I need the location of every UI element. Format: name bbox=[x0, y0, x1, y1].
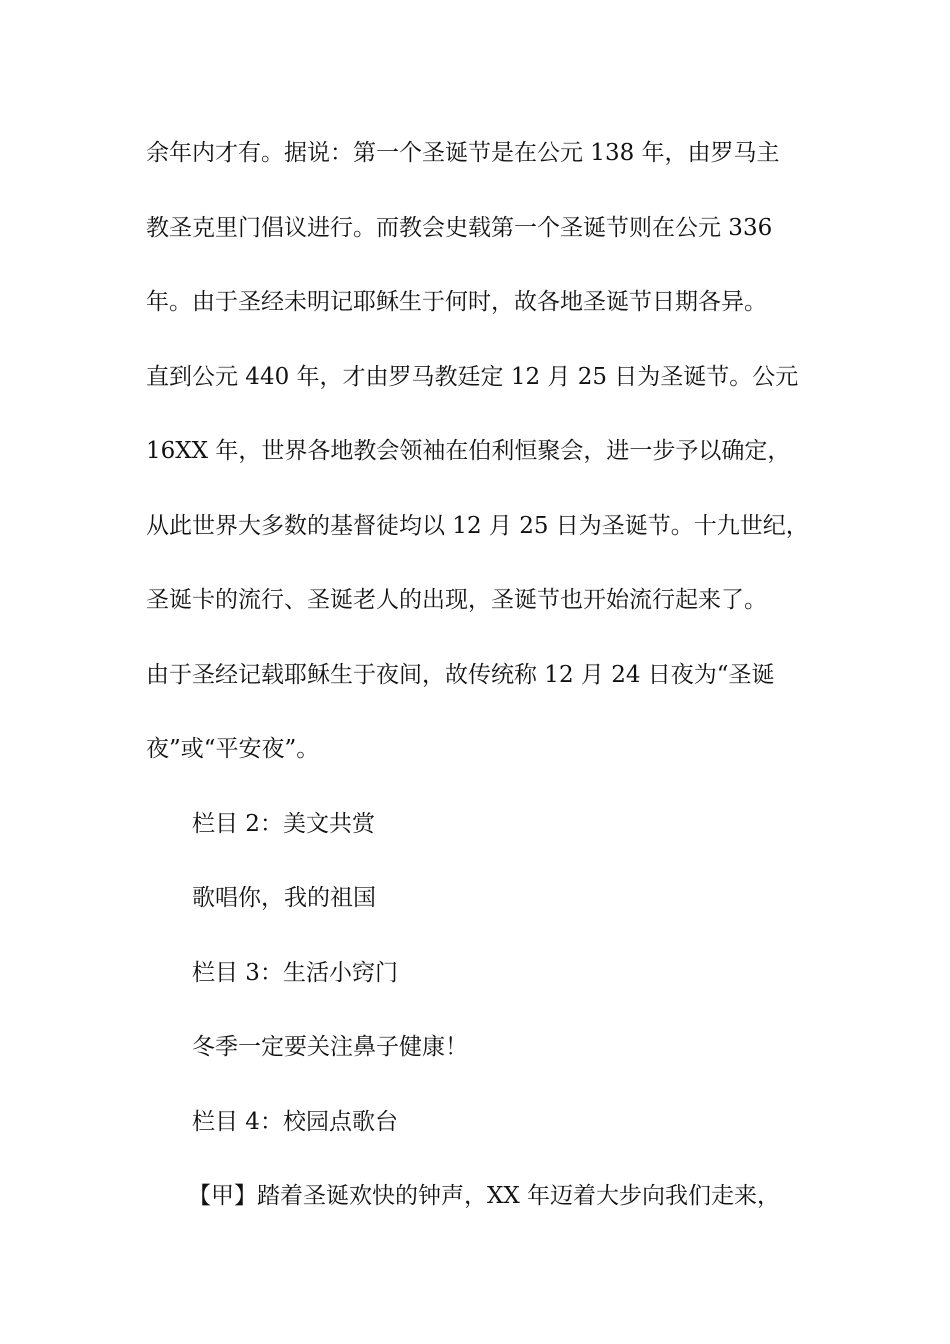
section-3-item: 冬季一定要关注鼻子健康！ bbox=[192, 1034, 468, 1060]
paragraph-line-8: 由于圣经记载耶稣生于夜间，故传统称 12 月 24 日夜为“圣诞 bbox=[146, 661, 775, 688]
paragraph-line-4: 直到公元 440 年，才由罗马教廷定 12 月 25 日为圣诞节。公元 bbox=[146, 363, 799, 390]
paragraph-line-7: 圣诞卡的流行、圣诞老人的出现，圣诞节也开始流行起来了。 bbox=[146, 587, 767, 613]
paragraph-line-2: 教圣克里门倡议进行。而教会史载第一个圣诞节则在公元 336 bbox=[146, 214, 773, 241]
section-4-heading: 栏目 4：校园点歌台 bbox=[192, 1108, 398, 1135]
paragraph-line-6: 从此世界大多数的基督徒均以 12 月 25 日为圣诞节。十九世纪， bbox=[146, 512, 809, 539]
paragraph-line-9: 夜”或“平安夜”。 bbox=[146, 736, 320, 762]
paragraph-line-3: 年。由于圣经未明记耶稣生于何时，故各地圣诞节日期各异。 bbox=[146, 289, 767, 315]
paragraph-line-1: 余年内才有。据说：第一个圣诞节是在公元 138 年，由罗马主 bbox=[146, 140, 780, 166]
section-2-item: 歌唱你，我的祖国 bbox=[192, 885, 376, 911]
section-4-line: 【甲】踏着圣诞欢快的钟声，XX 年迈着大步向我们走来， bbox=[188, 1183, 781, 1209]
document-body bbox=[146, 126, 836, 1244]
section-2-heading: 栏目 2：美文共赏 bbox=[192, 810, 375, 837]
section-3-heading: 栏目 3：生活小窍门 bbox=[192, 959, 398, 986]
paragraph-line-5: 16XX 年，世界各地教会领袖在伯利恒聚会，进一步予以确定， bbox=[146, 438, 791, 464]
